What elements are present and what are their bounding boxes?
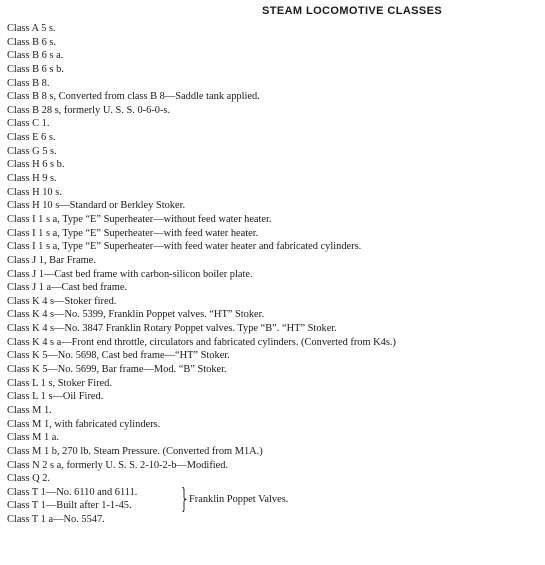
class-entry: Class T 1—No. 6110 and 6111. [7,486,138,498]
curly-brace-icon [181,487,187,512]
class-entry: Class T 1—Built after 1-1-45. [7,500,132,512]
class-entry: Class K 4 s—No. 5399, Franklin Poppet valves. “HT” Stoker. [7,309,265,321]
class-entry: Class M 1, with fabricated cylinders. [7,418,161,430]
bracketed-group [7,486,541,513]
class-entry: Class J 1, Bar Frame. [7,254,96,266]
class-entry: Class B 6 s. [7,36,57,48]
class-entry: Class A 5 s. [7,23,56,34]
class-entry: Class M 1 a. [7,432,59,444]
class-entry: Class Q 2. [7,473,51,485]
class-entry: Class B 8. [7,77,50,89]
class-entry: Class E 6 s. [7,132,56,144]
class-entry: Class H 10 s. [7,186,62,198]
class-entry: Class B 6 s b. [7,63,64,75]
class-entry: Class K 4 s a—Front end throttle, circulators and fabricated cylinders. (Converted from K4s.) [7,336,396,348]
class-entry: Class G 5 s. [7,145,57,157]
class-entry: Class J 1—Cast bed frame with carbon-silicon boiler plate. [7,268,253,280]
class-entry: Class H 10 s—Standard or Berkley Stoker. [7,200,186,212]
class-entry: Class H 6 s b. [7,159,65,171]
class-entry: Class L 1 s, Stoker Fired. [7,377,112,389]
class-entry: Class I 1 s a, Type “E” Superheater—with feed water heater and fabricated cylinders. [7,241,362,253]
class-entry: Class K 5—No. 5699, Bar frame—Mod. “B” Stoker. [7,364,227,376]
class-entry: Class B 6 s a. [7,50,64,62]
class-entry: Class H 9 s. [7,173,57,185]
class-entry: Class K 5—No. 5698, Cast bed frame—“HT” Stoker. [7,350,230,362]
class-entry: Class I 1 s a, Type “E” Superheater—without feed water heater. [7,213,272,225]
class-entry: Class M 1. [7,404,52,416]
bracket-label: Franklin Poppet Valves. [189,493,289,505]
class-entry: Class N 2 s a, formerly U. S. S. 2-10-2-b—Modified. [7,459,229,471]
page-title: STEAM LOCOMOTIVE CLASSES [262,5,443,17]
class-entry: Class K 4 s—No. 3847 Franklin Rotary Poppet valves. Type “B”. “HT” Stoker. [7,323,337,335]
class-entry: Class T 1 a—No. 5547. [7,514,105,526]
class-entry: Class M 1 b, 270 lb. Steam Pressure. (Converted from M1A.) [7,445,263,457]
locomotive-class-list [7,22,541,527]
class-entry: Class J 1 a—Cast bed frame. [7,282,128,294]
class-entry: Class B 8 s, Converted from class B 8—Saddle tank applied. [7,91,260,103]
class-entry: Class B 28 s, formerly U. S. S. 0-6-0-s. [7,104,171,116]
class-entry: Class C 1. [7,118,50,130]
class-entry: Class I 1 s a, Type “E” Superheater—with feed water heater. [7,227,259,239]
class-entry: Class L 1 s—Oil Fired. [7,391,104,403]
class-entry: Class K 4 s—Stoker fired. [7,295,117,307]
